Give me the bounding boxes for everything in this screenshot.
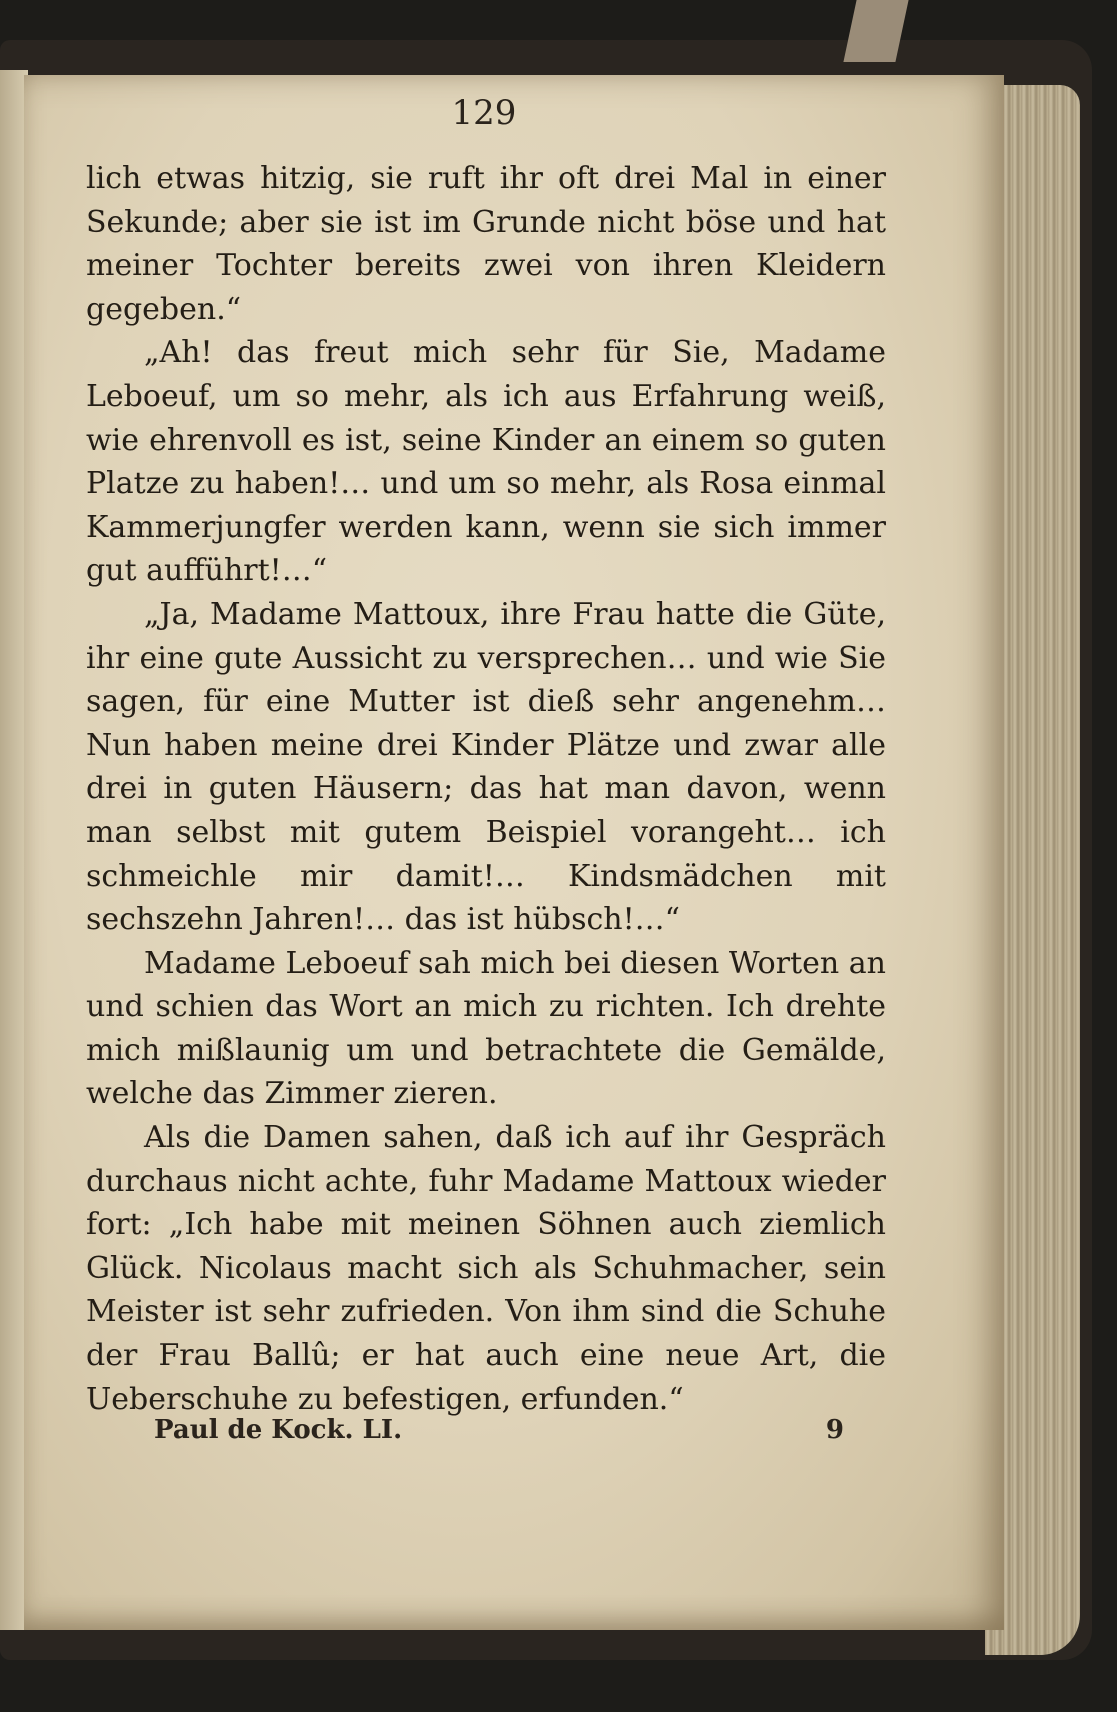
page-number: 129 bbox=[451, 93, 517, 133]
paragraph: „Ah! das freut mich sehr für Sie, Madame Leboeuf, um so mehr, als ich aus Erfahrung weiß, wie ehrenvoll es ist, seine Kinder an einem so guten Platze zu haben!… und um so mehr, als Rosa einmal Kammerjungfer werden kann, wenn sie sich immer gut aufführt!…“ bbox=[86, 335, 886, 589]
book-page bbox=[24, 75, 1004, 1630]
signature-mark: 9 bbox=[825, 1415, 844, 1445]
body-text bbox=[86, 157, 886, 1421]
paragraph: lich etwas hitzig, sie ruft ihr oft drei Mal in einer Sekunde; aber sie ist im Grunde nicht böse und hat meiner Tochter bereits zwei von ihren Kleidern gegeben.“ bbox=[86, 161, 886, 327]
paragraph: „Ja, Madame Mattoux, ihre Frau hatte die Güte, ihr eine gute Aussicht zu versprechen… und wie Sie sagen, für eine Mutter ist dieß sehr angenehm… Nun haben meine drei Kinder Plätze und zwar alle drei in guten Häusern; das hat man davon, wenn man selbst mit gutem Beispiel vorangeht… ich schmeichle mir damit!… Kindsmädchen mit sechszehn Jahren!… das ist hübsch!…“ bbox=[86, 596, 886, 938]
paragraph: Als die Damen sahen, daß ich auf ihr Gespräch durchaus nicht achte, fuhr Madame Mattoux wieder fort: „Ich habe mit meinen Söhnen auch ziemlich Glück. Nicolaus macht sich als Schuhmacher, sein Meister ist sehr zufrieden. Von ihm sind die Schuhe der Frau Ballû; er hat auch eine neue Art, die Ueberschuhe zu befestigen, erfunden.“ bbox=[86, 1120, 886, 1417]
author-volume-line: Paul de Kock. LI. bbox=[154, 1415, 403, 1445]
paragraph: Madame Leboeuf sah mich bei diesen Worten an und schien das Wort an mich zu richten. Ich drehte mich mißlaunig um und betrachtete die Gemälde, welche das Zimmer zieren. bbox=[86, 945, 886, 1112]
page-footer bbox=[154, 1415, 844, 1445]
